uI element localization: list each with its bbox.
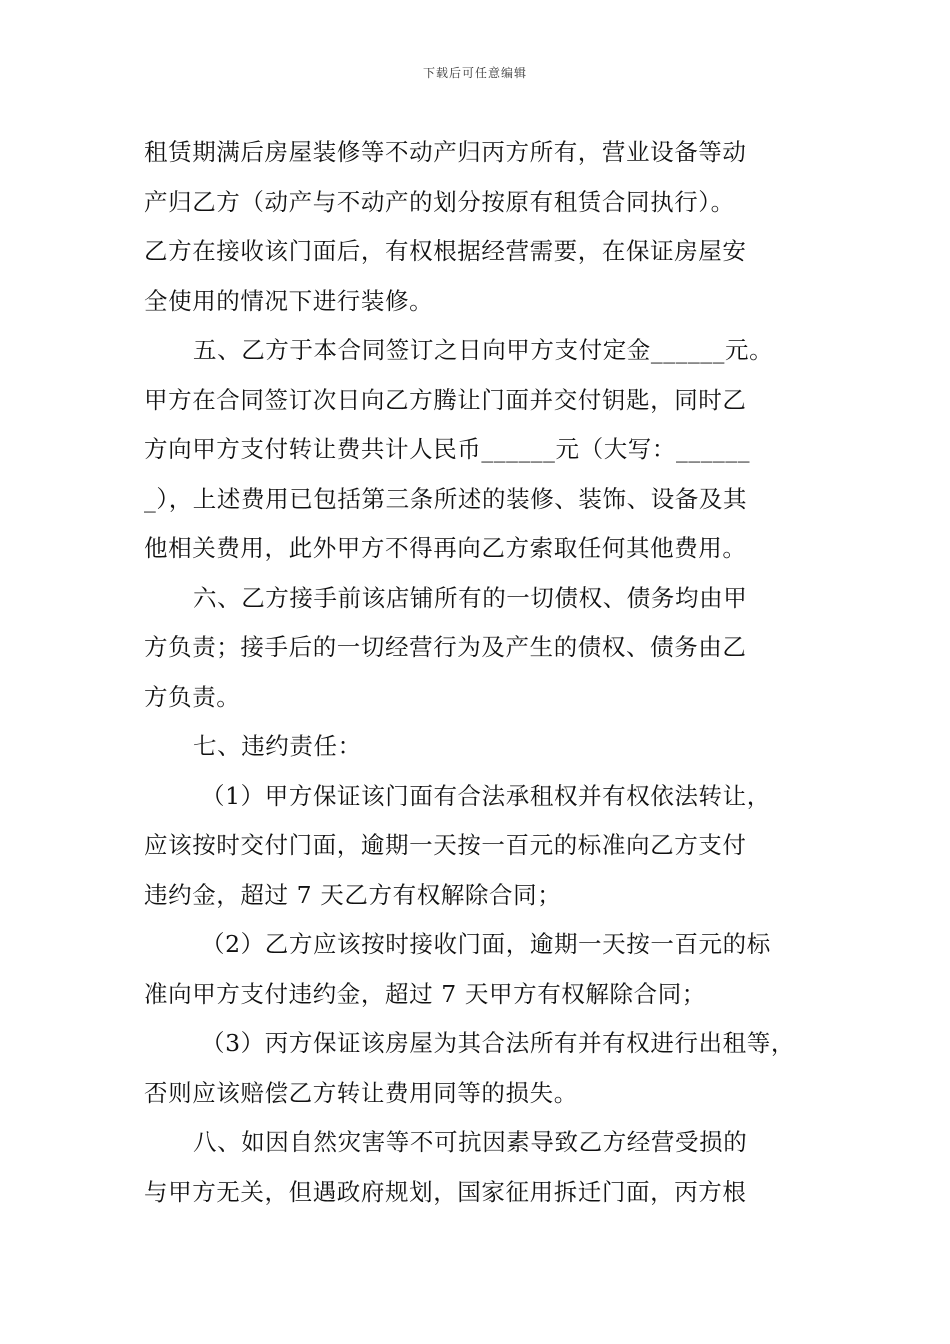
- text-line: [144, 772, 812, 822]
- text-line: [144, 970, 812, 1020]
- text-line: [144, 821, 812, 871]
- text-line: [144, 475, 812, 525]
- text-line: [144, 326, 812, 376]
- document-body: [144, 128, 812, 1217]
- line-text: 方负责。: [144, 682, 241, 711]
- text-line: [144, 128, 812, 178]
- text-line: [144, 673, 812, 723]
- text-line: [144, 425, 812, 475]
- text-line: [144, 920, 812, 970]
- line-text: 六、乙方接手前该店铺所有的一切债权、债务均由甲: [193, 583, 748, 612]
- line-text: 违约金，超过 7 天乙方有权解除合同；: [144, 880, 562, 909]
- line-text: 乙方在接收该门面后，有权根据经营需要，在保证房屋安: [144, 237, 747, 265]
- line-text: 准向甲方支付违约金，超过 7 天甲方有权解除合同；: [144, 979, 706, 1008]
- line-text: 否则应该赔偿乙方转让费用同等的损失。: [144, 1078, 578, 1107]
- line-text: 他相关费用，此外甲方不得再向乙方索取任何其他费用。: [144, 534, 747, 562]
- text-line: [144, 227, 812, 277]
- text-line: [144, 1019, 812, 1069]
- text-line: [144, 722, 812, 772]
- line-text: 八、如因自然灾害等不可抗因素导致乙方经营受损的: [193, 1128, 748, 1156]
- page-header: 下载后可任意编辑: [422, 66, 527, 80]
- line-text: 与甲方无关，但遇政府规划，国家征用拆迁门面，丙方根: [144, 1177, 747, 1206]
- text-line: [144, 623, 812, 673]
- line-text: _），上述费用已包括第三条所述的装修、装饰、设备及其: [144, 484, 748, 513]
- text-line: [144, 574, 812, 624]
- line-text: （3）丙方保证该房屋为其合法所有并有权进行出租等，: [201, 1029, 795, 1057]
- line-text: （2）乙方应该按时接收门面，逾期一天按一百元的标: [201, 930, 771, 958]
- text-line: [144, 524, 812, 574]
- text-line: [144, 178, 812, 228]
- line-text: 全使用的情况下进行装修。: [144, 286, 434, 315]
- line-text: 租赁期满后房屋装修等不动产归丙方所有，营业设备等动: [144, 138, 747, 166]
- line-text: 五、乙方于本合同签订之日向甲方支付定金______元。: [193, 336, 774, 364]
- text-line: [144, 871, 812, 921]
- text-line: [144, 376, 812, 426]
- text-line: [144, 1168, 812, 1218]
- line-text: （1）甲方保证该门面有合法承租权并有权依法转让，: [201, 781, 771, 810]
- line-text: 七、违约责任：: [193, 732, 362, 760]
- line-text: 方向甲方支付转让费共计人民币______元（大写：______: [144, 435, 751, 463]
- line-text: 甲方在合同签订次日向乙方腾让门面并交付钥匙，同时乙: [144, 385, 747, 414]
- line-text: 产归乙方（动产与不动产的划分按原有租赁合同执行）。: [144, 187, 735, 216]
- text-line: [144, 1118, 812, 1168]
- text-line: [144, 1069, 812, 1119]
- text-line: [144, 277, 812, 327]
- line-text: 应该按时交付门面，逾期一天按一百元的标准向乙方支付: [144, 831, 747, 859]
- line-text: 方负责；接手后的一切经营行为及产生的债权、债务由乙: [144, 633, 747, 661]
